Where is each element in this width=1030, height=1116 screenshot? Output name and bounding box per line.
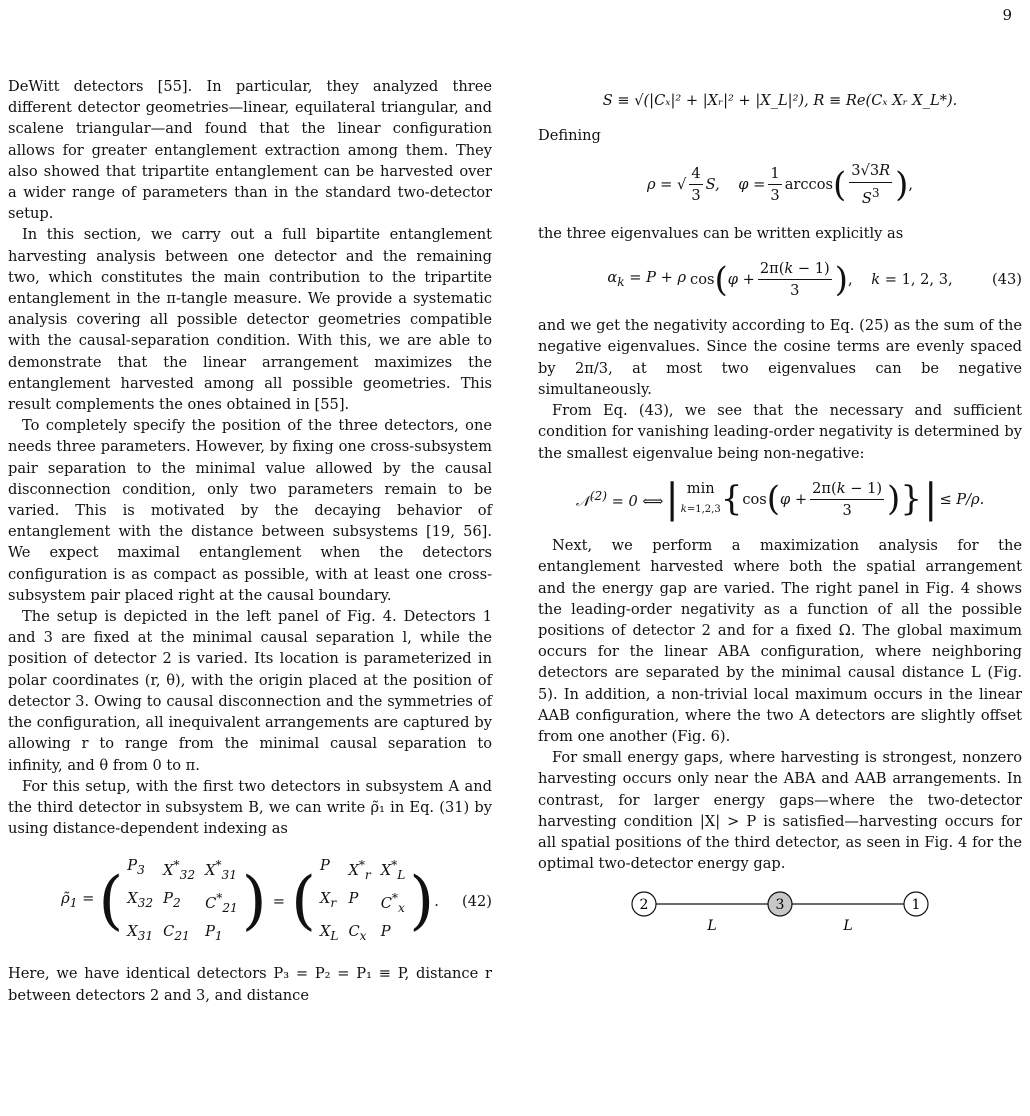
paragraph: Defining — [538, 127, 601, 145]
equation-42: $\rhõ_1$ = ( $P_3$ $X^*_{32}$ $X^*_{31}$ $X_{32}$ $P_2$ $C^*_{21}$ $X_{31}$ $C_{21}$ $P_1$ ) = ( P $X^*_r$ $X^*_L$ $X_r$ P $C^*_x$ $X_L$ $C_x$ P ) . (42) — [61, 857, 492, 944]
left-column — [8, 76, 492, 1006]
equation-rho-phi: ρ = √ $\frac{4}{3}$ S, φ = $\frac{1}{3}$ arccos ( $\frac{3√3R}{S^3}$ ) , — [646, 162, 914, 207]
equation-S-R: S ≡ √(|Cₓ|² + |Xᵣ|² + |X_L|²), R ≡ Re(Cₓ Xᵣ X_L*). — [602, 92, 958, 109]
svg-text:2: 2 — [639, 897, 649, 914]
svg-text:1: 1 — [911, 897, 921, 914]
svg-text:3: 3 — [775, 897, 785, 914]
detector-node-left — [632, 892, 656, 916]
paragraph: the three eigenvalues can be written explicitly as — [538, 224, 904, 242]
equation-number: (42) — [462, 892, 492, 910]
paragraph: Next, we perform a maximization analysis for the entanglement harvested where both the spatial arrangement and the energy gap are varied. The right panel in Fig. 4 shows the leading-order negativity as a function of all the possible positions of detector 2 and for a fixed Ω. The global maximum occurs for the linear ABA configuration, where neighboring detectors are separated by the minimal causal distance L (Fig. 5). In addition, a non-trivial local maximum occurs in the linear AAB configuration, where the two A detectors are slightly offset from one another (Fig. 6). — [538, 537, 1022, 745]
paragraph: DeWitt detectors [55]. In particular, they analyzed three different detector geometries—linear, equilateral triangular, and scalene triangular—and found that the linear configuration allows for greater entanglement extraction among them. They also showed that tripartite entanglement can be harvested over a wider range of parameters than in the standard two-detector setup. — [8, 78, 492, 223]
detector-node-middle — [768, 892, 792, 916]
equation-number: (43) — [992, 270, 1022, 288]
distance-label-right: L — [843, 918, 853, 935]
paragraph: For this setup, with the first two detectors in subsystem A and the third detector in subsystem B, we can write ρ̃₁ in Eq. (31) by using distance-dependent indexing as — [8, 777, 492, 838]
paragraph: The setup is depicted in the left panel of Fig. 4. Detectors 1 and 3 are fixed at the minimal causal separation l, while the position of detector 2 is varied. Its location is parameterized in polar coordinates (r, θ), with the origin placed at the position of detector 3. Owing to causal disconnection and the symmetries of the configuration, all inequivalent arrangements are captured by allowing r to range from the minimal causal separation to infinity, and θ from 0 to π. — [8, 608, 492, 774]
distance-label-left: L — [707, 918, 717, 935]
paragraph: In this section, we carry out a full bipartite entanglement harvesting analysis between one detector and the remaining two, which constitutes the main contribution to the tripartite entanglement in the π-tangle measure. We provide a systematic analysis covering all possible detector geometries compatible with the causal-separation condition. With this, we are able to demonstrate that the linear arrangement maximizes the entanglement harvested among all possible geometries. This result complements the ones obtained in [55]. — [8, 226, 492, 414]
equation-43: $\alpha_k = P + \rho$ cos ( φ + $\frac{2\pi(k - 1)}{3}$ ) , k = 1, 2, 3, (43) — [607, 259, 1022, 300]
equation-negativity-condition: 𝒩$^{(2)}$ = 0 ⟺ | min k=1,2,3 { cos ( φ + $\frac{2\pi(k - 1)}{3}$ ) } | ≤ P/ρ. — [575, 475, 985, 522]
paragraph: To completely specify the position of the three detectors, one needs three parameters. However, by fixing one cross-subsystem pair separation to the minimal value allowed by the causal disconnection condition, only two parameters remain to be varied. This is motivated by the decaying behavior of entanglement with the distance between subsystems [19, 56]. We expect maximal entanglement when the detectors configuration is as compact as possible, with at least one cross-subsystem pair placed right at the causal boundary. — [8, 417, 492, 604]
detector-diagram — [538, 890, 1022, 934]
paragraph: From Eq. (43), we see that the necessary and sufficient condition for vanishing leading-order negativity is determined by the smallest eigenvalue being non-negative: — [538, 402, 1022, 462]
right-column — [538, 76, 1022, 934]
paragraph: Here, we have identical detectors P₃ = P₂ = P₁ ≡ P, distance r between detectors 2 and 3, and distance — [8, 965, 492, 1004]
page-number: 9 — [1002, 6, 1012, 24]
paragraph: and we get the negativity according to Eq. (25) as the sum of the negative eigenvalues. Since the cosine terms are evenly spaced by 2π/3, at most two eigenvalues can be negative simultaneously. — [538, 317, 1022, 398]
paragraph: For small energy gaps, where harvesting is strongest, nonzero harvesting occurs only near the ABA and AAB arrangements. In contrast, for larger energy gaps—where the two-detector harvesting condition |X| > P is satisfied—harvesting occurs for all spatial positions of the third detector, as seen in Fig. 4 for the optimal two-detector energy gap. — [538, 749, 1022, 873]
detector-node-right — [904, 892, 928, 916]
